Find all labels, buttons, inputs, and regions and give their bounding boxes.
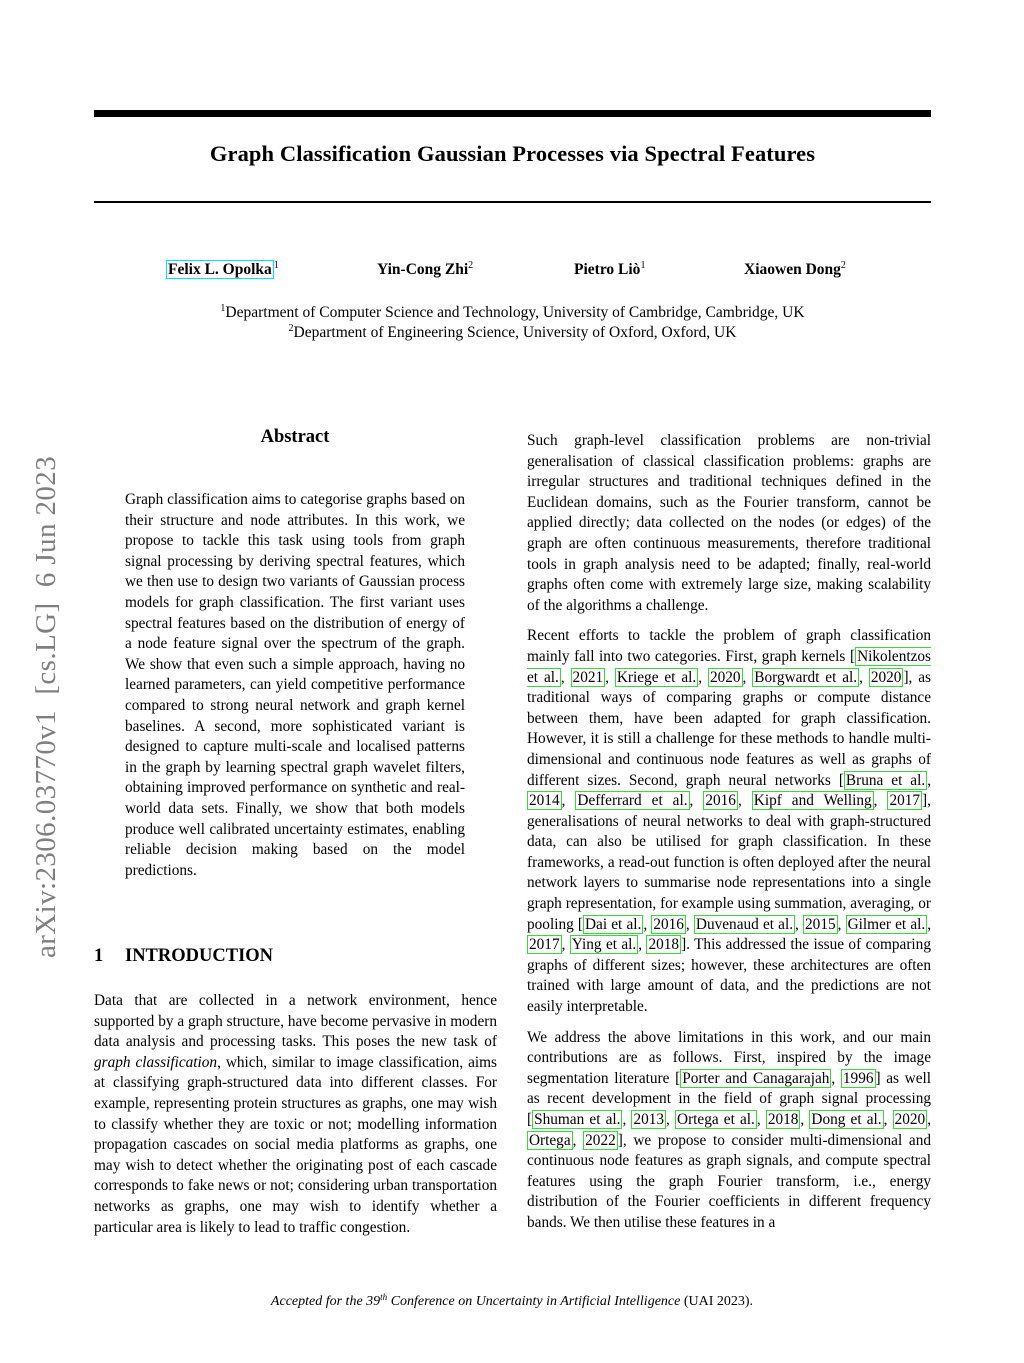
affiliation-2-num: 2 <box>288 323 294 334</box>
p3-text: ], generalisations of neural networks to deal with graph-structured data, can also be utilised for graph classification. In these frameworks, a read-out function is often deployed after the neural network layers to summarise node representations into a single graph representation, for example using summation, averaging, or pooling [ <box>527 792 931 933</box>
citation-sep: , <box>560 668 571 686</box>
citation-sep: , <box>622 1111 632 1128</box>
intro-p1-text-b: , which, similar to image classification, aims at classifying graph-structured data into different classes. For example, representing protein structures as graphs, one may wish to classify whether they are toxic or not; modelling information propagation cascades on social media platforms as graphs, one may wish to detect whether the originating post of each cascade corresponds to fake news or not; considering urban transportation networks as graphs, one may wish to identify whether a particular area is likely to lead to traffic congestion. <box>94 1053 497 1236</box>
footer-text-b: Conference on Uncertainty in Artificial Intelligence <box>387 1294 681 1309</box>
author-1-affil: 1 <box>273 260 279 271</box>
paper-title: Graph Classification Gaussian Processes via Spectral Features <box>209 141 816 166</box>
abstract-heading: Abstract <box>260 427 330 447</box>
footer-text-a: Accepted for the 39 <box>270 1294 381 1309</box>
citation-link[interactable]: Gilmer et al. <box>847 915 926 933</box>
citation-link[interactable]: Borgwardt et al. <box>754 668 858 686</box>
citation-link[interactable]: Ortega <box>529 1131 571 1149</box>
section-heading-introduction <box>94 946 273 967</box>
citation-sep: , <box>883 1111 893 1128</box>
citation-link[interactable]: 2016 <box>705 792 736 810</box>
citation-link[interactable]: Defferrard et al. <box>577 792 688 810</box>
title-rule-bottom <box>94 201 931 203</box>
citation-link[interactable]: 2017 <box>889 792 921 810</box>
citation-link[interactable]: Kriege et al. <box>616 668 697 686</box>
intro-paragraph-1 <box>94 991 497 1238</box>
intro-p1-emphasis: graph classification <box>94 1053 218 1071</box>
p4-text: ], we propose to consider multi-dimensional and continuous node features as graph signals, and compute spectral features using the graph Fourier transform, i.e., energy distribution of the Fourier coefficients in different frequency bands. We then utilise these features in a <box>527 1131 931 1231</box>
citation-sep: , <box>666 1111 676 1128</box>
citation-sep: , <box>795 915 804 933</box>
citation-link[interactable]: Ortega et al. <box>677 1111 755 1128</box>
citation-sep: , <box>689 792 704 810</box>
author-1-link[interactable]: Felix L. Opolka <box>168 261 272 278</box>
citation-link[interactable]: 2020 <box>709 668 741 686</box>
author-2 <box>377 260 473 279</box>
intro-left-column <box>94 991 497 1248</box>
citation-sep: , <box>737 792 752 810</box>
citation-link[interactable]: Dai et al. <box>585 915 642 933</box>
citation-link[interactable]: Dong et al. <box>811 1111 882 1128</box>
citation-sep: , <box>927 1111 932 1128</box>
citation-link[interactable]: 2020 <box>894 1111 926 1128</box>
affiliation-1 <box>94 303 931 322</box>
citation-sep: , <box>859 668 869 686</box>
citation-link[interactable]: Nikolentzos et al. <box>527 647 931 686</box>
author-4-affil: 2 <box>840 260 846 271</box>
citation-sep: , <box>873 792 888 810</box>
citation-link[interactable]: 2017 <box>529 936 560 954</box>
p4-text: We address the above limitations in this work, and our main contributions are as follows. First, inspired by the image segmentation literature [ <box>527 1028 931 1087</box>
citation-sep: , <box>831 1069 841 1087</box>
author-2-name: Yin-Cong Zhi <box>377 261 469 278</box>
footer-venue <box>271 1294 680 1309</box>
citation-sep: , <box>605 668 615 686</box>
author-list <box>0 260 1024 284</box>
abstract-text: Graph classification aims to categorise graphs based on their structure and node attributes. In this work, we propose to tackle this task using tools from graph signal processing by deriving spectral features, which we then use to design two variants of Gaussian process models for graph classification. The first variant uses spectral features based on the distribution of energy of a node feature signal over the spectrum of the graph. We show that even such a simple approach, having no learned parameters, can yield competitive performance compared to strong neural network and graph kernel baselines. A second, more sophisticated variant is designed to capture multi-scale and localised patterns in the graph by learning spectral graph wavelet filters, obtaining improved performance on synthetic and real-world data sets. Finally, we show that both models produce well calibrated uncertainty estimates, enabling reliable decision making based on the model predictions. <box>125 491 465 879</box>
author-1 <box>166 260 279 279</box>
citation-sep: , <box>561 936 570 954</box>
title-rule-top <box>94 110 931 117</box>
affiliation-1-text: Department of Computer Science and Technology, University of Cambridge, Cambridge, UK <box>225 304 805 321</box>
citation-link[interactable]: 2015 <box>805 915 836 933</box>
section-title: INTRODUCTION <box>125 946 274 966</box>
p4-text: ] as well as recent development in the field of graph signal processing [ <box>527 1069 931 1128</box>
citation-link[interactable]: 2020 <box>870 668 902 686</box>
citation-sep: , <box>927 915 932 933</box>
citation-sep: , <box>800 1111 810 1128</box>
citation-sep: , <box>638 936 647 954</box>
footer-ordinal: th <box>380 1292 388 1302</box>
citation-link[interactable]: Bruna et al. <box>845 771 926 789</box>
affiliation-2 <box>94 323 931 342</box>
affiliation-1-num: 1 <box>220 303 226 314</box>
citation-sep: , <box>685 915 694 933</box>
citation-sep: , <box>643 915 652 933</box>
intro-right-column <box>527 431 931 1244</box>
affiliation-2-text: Department of Engineering Science, University of Oxford, Oxford, UK <box>293 324 737 341</box>
author-3-affil: 1 <box>640 260 646 271</box>
citation-link[interactable]: 2022 <box>585 1131 616 1149</box>
citation-link[interactable]: Ying et al. <box>571 936 637 954</box>
citation-sep: , <box>572 1131 584 1149</box>
intro-paragraph-4 <box>527 1028 931 1234</box>
intro-paragraph-2: Such graph-level classification problems are non-trivial generalisation of classical classification problems: graphs are irregular structures and traditional techniques defined in the Euclidean domains, such as the Fourier transform, cannot be applied directly; data collected on the nodes (or edges) of the graph are often continuous measurements, therefore traditional tools in graph analysis need to be adapted; finally, real-world graphs often come with extremely large size, making scalability of the algorithms a challenge. <box>527 432 931 614</box>
citation-link[interactable]: 2018 <box>648 936 680 954</box>
conference-footer <box>0 1292 1024 1310</box>
citation-link[interactable]: Porter and Canagarajah <box>682 1069 830 1087</box>
section-number: 1 <box>94 946 104 966</box>
author-2-affil: 2 <box>468 260 474 271</box>
citation-sep: , <box>837 915 846 933</box>
citation-link[interactable]: 2014 <box>529 792 560 810</box>
footer-text-c: (UAI 2023). <box>680 1294 754 1309</box>
citation-sep: , <box>561 792 576 810</box>
p3-text: Recent efforts to tackle the problem of graph classification mainly fall into two categories. First, graph kernels [ <box>527 627 931 665</box>
p3-text: ]. This addressed the issue of comparing graphs of different sizes; however, these architectures are often trained with large amount of data, and the predictions are not easily interpretable. <box>527 936 931 1016</box>
author-4-name: Xiaowen Dong <box>744 261 841 278</box>
intro-paragraph-3 <box>527 626 931 1017</box>
citation-link[interactable]: Kipf and Welling <box>753 792 872 810</box>
citation-link[interactable]: 2016 <box>653 915 684 933</box>
citation-link[interactable]: 2021 <box>572 668 604 686</box>
citation-link[interactable]: Shuman et al. <box>534 1111 621 1128</box>
arxiv-stamp: arXiv:2306.03770v1 [cs.LG] 6 Jun 2023 <box>30 455 62 958</box>
citation-sep: , <box>742 668 753 686</box>
intro-p1-text-a: Data that are collected in a network environment, hence supported by a graph structure, have become pervasive in modern data analysis and processing tasks. This poses the new task of <box>94 992 497 1051</box>
citation-sep: , <box>756 1111 766 1128</box>
author-4 <box>744 260 846 279</box>
p3-text: ], as traditional ways of comparing graphs or compute distance between them, have been adapted for graph classification. However, it is still a challenge for these methods to handle multi-dimensional and continuous node features as well as graphs of different sizes. Second, graph neural networks [ <box>527 668 932 789</box>
citation-sep: , <box>698 668 708 686</box>
citation-link[interactable]: 2013 <box>633 1111 665 1128</box>
author-3 <box>574 260 645 279</box>
abstract-body <box>125 490 465 891</box>
citation-link[interactable]: 1996 <box>842 1069 874 1087</box>
author-3-name: Pietro Liò <box>574 261 641 278</box>
citation-sep: , <box>927 771 932 789</box>
citation-link[interactable]: 2018 <box>767 1111 799 1128</box>
citation-link[interactable]: Duvenaud et al. <box>695 915 794 933</box>
